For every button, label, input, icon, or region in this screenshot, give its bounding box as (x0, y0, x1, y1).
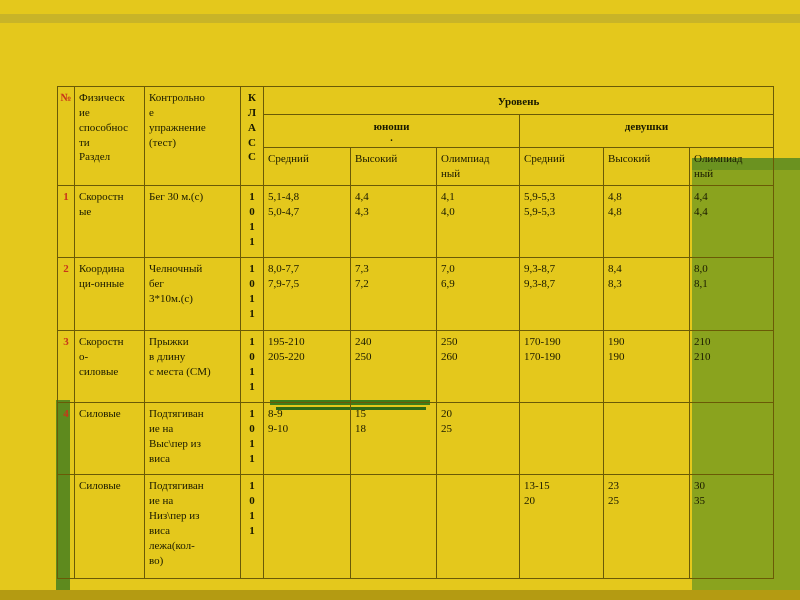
cell-boys-avg: 8-9 9-10 (264, 403, 351, 475)
cell-boys-high: 15 18 (351, 403, 437, 475)
header-boys-avg: Средний (264, 147, 351, 186)
top-decor-band (0, 14, 800, 23)
row-klass: 1 0 1 1 (241, 186, 264, 258)
header-girls: девушки (520, 114, 774, 147)
cell-girls-high (604, 403, 690, 475)
cell-girls-avg: 5,9-5,3 5,9-5,3 (520, 186, 604, 258)
cell-boys-avg: 8,0-7,7 7,9-7,5 (264, 258, 351, 331)
row-klass: 1 0 1 1 (241, 475, 264, 579)
row-number: 2 (58, 258, 75, 331)
cell-girls-high: 4,8 4,8 (604, 186, 690, 258)
header-boys-olymp: Олимпиад ный (437, 147, 520, 186)
cell-girls-avg: 170-190 170-190 (520, 331, 604, 403)
table-row (58, 475, 774, 579)
bottom-decor-band (0, 590, 800, 600)
header-dot: . (390, 132, 393, 144)
row-ability: Скоростн ые (75, 186, 145, 258)
row-ability: Силовые (75, 475, 145, 579)
cell-boys-high (351, 475, 437, 579)
cell-boys-avg: 5,1-4,8 5,0-4,7 (264, 186, 351, 258)
cell-girls-high: 190 190 (604, 331, 690, 403)
table-row (58, 331, 774, 403)
table-row (58, 186, 774, 258)
header-girls-high: Высокий (604, 147, 690, 186)
row-klass: 1 0 1 1 (241, 331, 264, 403)
cell-boys-olymp: 4,1 4,0 (437, 186, 520, 258)
cell-girls-olymp: 210 210 (690, 331, 774, 403)
cell-girls-high: 23 25 (604, 475, 690, 579)
cell-boys-high: 240 250 (351, 331, 437, 403)
header-boys: юноши (373, 120, 410, 133)
row-ability: Скоростн о- силовые (75, 331, 145, 403)
table-row (58, 258, 774, 331)
cell-girls-avg: 9,3-8,7 9,3-8,7 (520, 258, 604, 331)
cell-girls-high: 8,4 8,3 (604, 258, 690, 331)
row-exercise: Челночный бег 3*10м.(с) (145, 258, 241, 331)
cell-girls-olymp: 30 35 (690, 475, 774, 579)
cell-boys-olymp: 250 260 (437, 331, 520, 403)
cell-girls-avg: 13-15 20 (520, 475, 604, 579)
header-boys-cell (264, 114, 520, 147)
cell-girls-avg (520, 403, 604, 475)
header-girls-olymp: Олимпиад ный (690, 147, 774, 186)
row-exercise: Подтягиван ие на Выс\пер из виса (145, 403, 241, 475)
row-exercise: Бег 30 м.(с) (145, 186, 241, 258)
table-row (58, 403, 774, 475)
cell-girls-olymp (690, 403, 774, 475)
cell-boys-high: 4,4 4,3 (351, 186, 437, 258)
row-number: 4 (58, 403, 75, 475)
row-exercise: Подтягиван ие на Низ\пер из виса лежа(кол- во) (145, 475, 241, 579)
header-ability: Физическ ие способнос ти Раздел (75, 87, 145, 186)
row-number: 3 (58, 331, 75, 403)
header-exercise: Контрольно е упражнение (тест) (145, 87, 241, 186)
row-number: 1 (58, 186, 75, 258)
cell-girls-olymp: 4,4 4,4 (690, 186, 774, 258)
header-num: № (58, 87, 75, 186)
cell-boys-high: 7,3 7,2 (351, 258, 437, 331)
header-klass: К Л А С С (241, 87, 264, 186)
row-ability: Силовые (75, 403, 145, 475)
cell-boys-olymp (437, 475, 520, 579)
row-number (58, 475, 75, 579)
row-klass: 1 0 1 1 (241, 403, 264, 475)
fitness-standards-table (57, 86, 774, 579)
cell-boys-avg: 195-210 205-220 (264, 331, 351, 403)
cell-boys-olymp: 20 25 (437, 403, 520, 475)
cell-boys-olymp: 7,0 6,9 (437, 258, 520, 331)
header-girls-avg: Средний (520, 147, 604, 186)
cell-boys-avg (264, 475, 351, 579)
row-ability: Координа ци-онные (75, 258, 145, 331)
header-boys-high: Высокий (351, 147, 437, 186)
header-level: Уровень (264, 87, 774, 115)
row-klass: 1 0 1 1 (241, 258, 264, 331)
cell-girls-olymp: 8,0 8,1 (690, 258, 774, 331)
row-exercise: Прыжки в длину с места (СМ) (145, 331, 241, 403)
header-row-1 (58, 87, 774, 115)
